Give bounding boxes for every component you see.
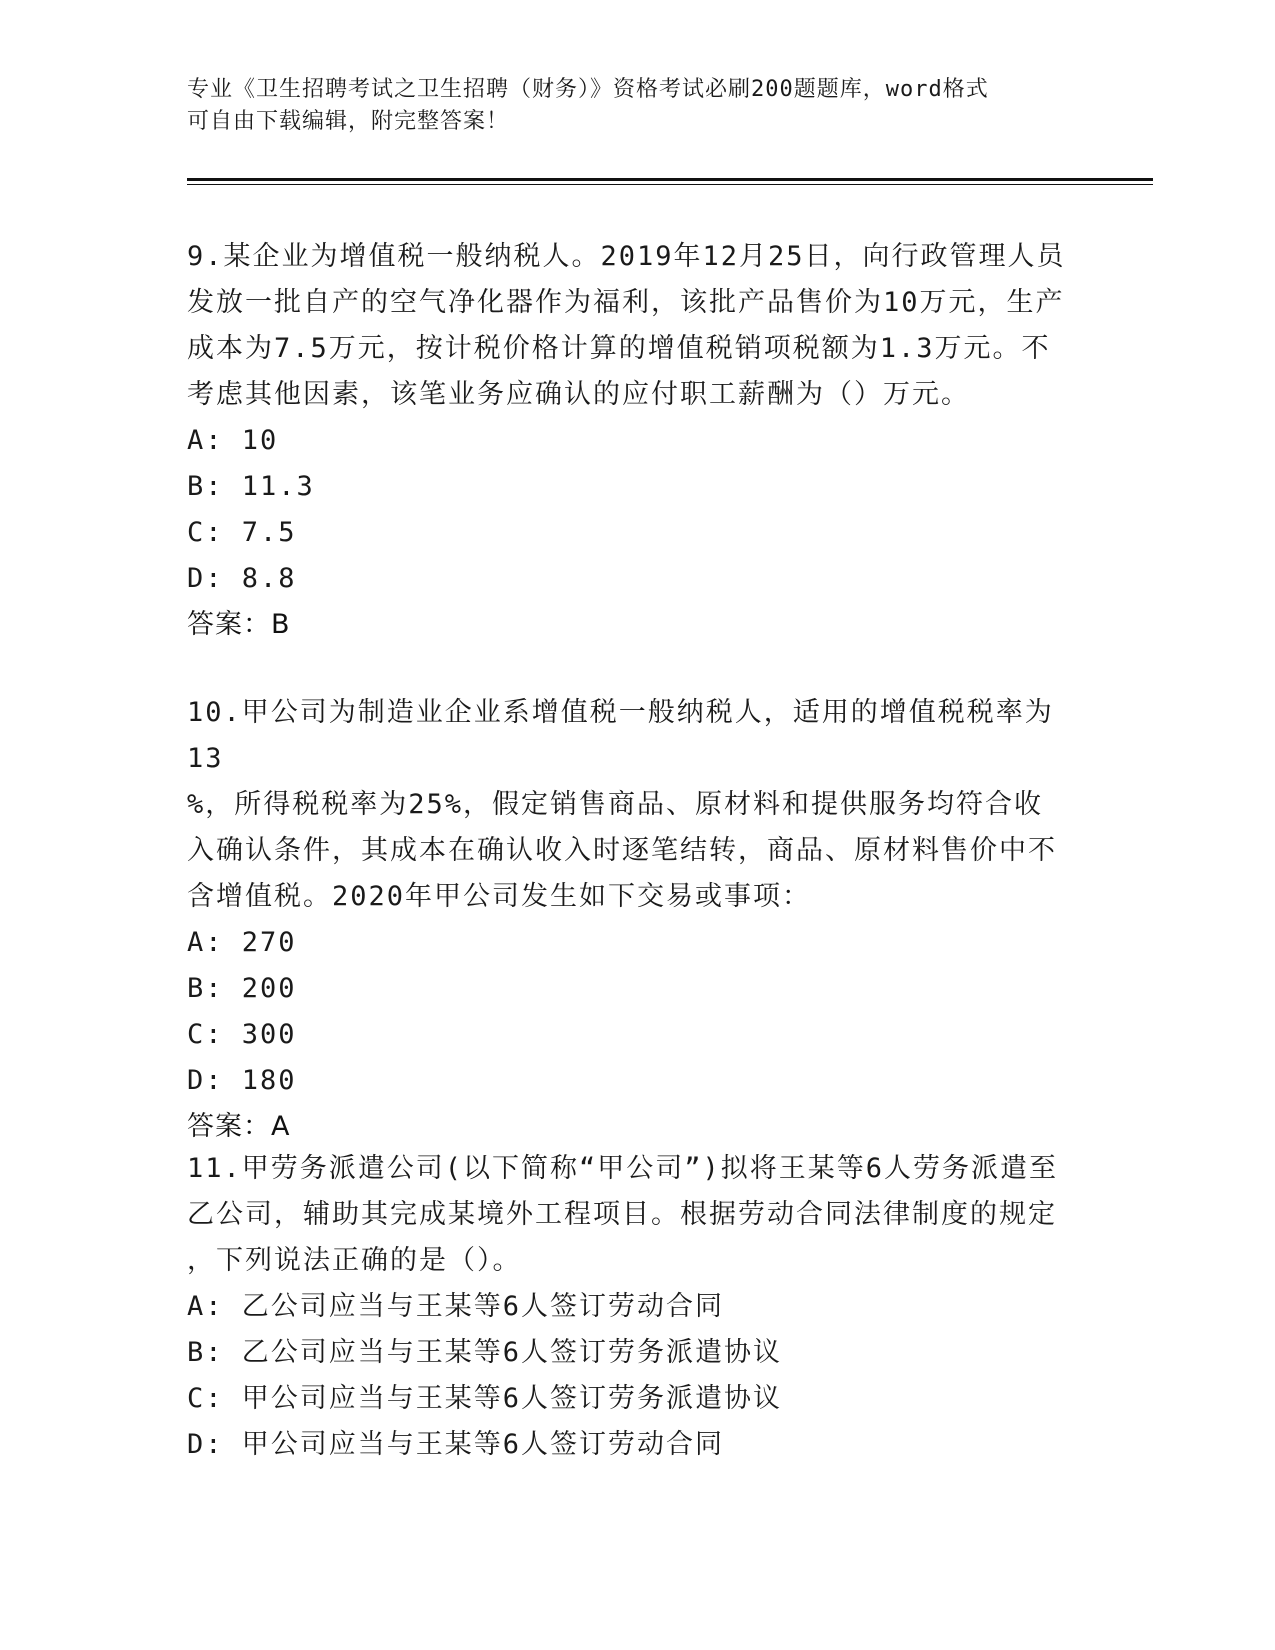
question-stem-line: 乙公司，辅助其完成某境外工程项目。根据劳动合同法律制度的规定	[187, 1199, 1057, 1230]
option-a: A: 乙公司应当与王某等6人签订劳动合同	[187, 1291, 725, 1322]
option-c: C: 300	[187, 1019, 297, 1050]
question-stem-line: 考虑其他因素，该笔业务应确认的应付职工薪酬为（）万元。	[187, 379, 970, 410]
document-header	[187, 74, 1067, 138]
header-divider-thin	[187, 184, 1153, 185]
question-stem-line: 成本为7.5万元，按计税价格计算的增值税销项税额为1.3万元。不	[187, 333, 1051, 364]
option-d: D: 180	[187, 1065, 297, 1096]
option-b: B: 200	[187, 973, 297, 1004]
question-stem-line: 发放一批自产的空气净化器作为福利，该批产品售价为10万元，生产	[187, 287, 1065, 318]
question-stem-line: 含增值税。2020年甲公司发生如下交易或事项：	[187, 881, 812, 912]
question-9	[187, 234, 1087, 648]
option-d: D: 8.8	[187, 563, 297, 594]
option-b: B: 11.3	[187, 471, 315, 502]
question-10	[187, 690, 1087, 1150]
question-stem-line: 11.甲劳务派遣公司(以下简称“甲公司”)拟将王某等6人劳务派遣至	[187, 1153, 1059, 1184]
question-stem-line: 9.某企业为增值税一般纳税人。2019年12月25日，向行政管理人员	[187, 241, 1066, 272]
option-b: B: 乙公司应当与王某等6人签订劳务派遣协议	[187, 1337, 783, 1368]
question-stem-line: 10.甲公司为制造业企业系增值税一般纳税人，适用的增值税税率为13	[187, 697, 1054, 774]
option-d: D: 甲公司应当与王某等6人签订劳动合同	[187, 1429, 725, 1460]
question-stem-line: ，下列说法正确的是（）。	[187, 1245, 522, 1276]
question-stem-line: %，所得税税率为25%，假定销售商品、原材料和提供服务均符合收	[187, 789, 1044, 820]
header-line-1: 专业《卫生招聘考试之卫生招聘（财务）》资格考试必刷200题题库，word格式	[187, 77, 989, 102]
question-11	[187, 1146, 1087, 1468]
option-c: C: 甲公司应当与王某等6人签订劳务派遣协议	[187, 1383, 783, 1414]
option-a: A: 270	[187, 927, 297, 958]
header-divider-thick	[187, 178, 1153, 181]
answer-label: 答案：B	[187, 609, 291, 640]
question-stem-line: 入确认条件，其成本在确认收入时逐笔结转，商品、原材料售价中不	[187, 835, 1057, 866]
answer-label: 答案：A	[187, 1111, 291, 1142]
header-line-2: 可自由下载编辑，附完整答案！	[187, 109, 510, 134]
option-c: C: 7.5	[187, 517, 297, 548]
option-a: A: 10	[187, 425, 279, 456]
